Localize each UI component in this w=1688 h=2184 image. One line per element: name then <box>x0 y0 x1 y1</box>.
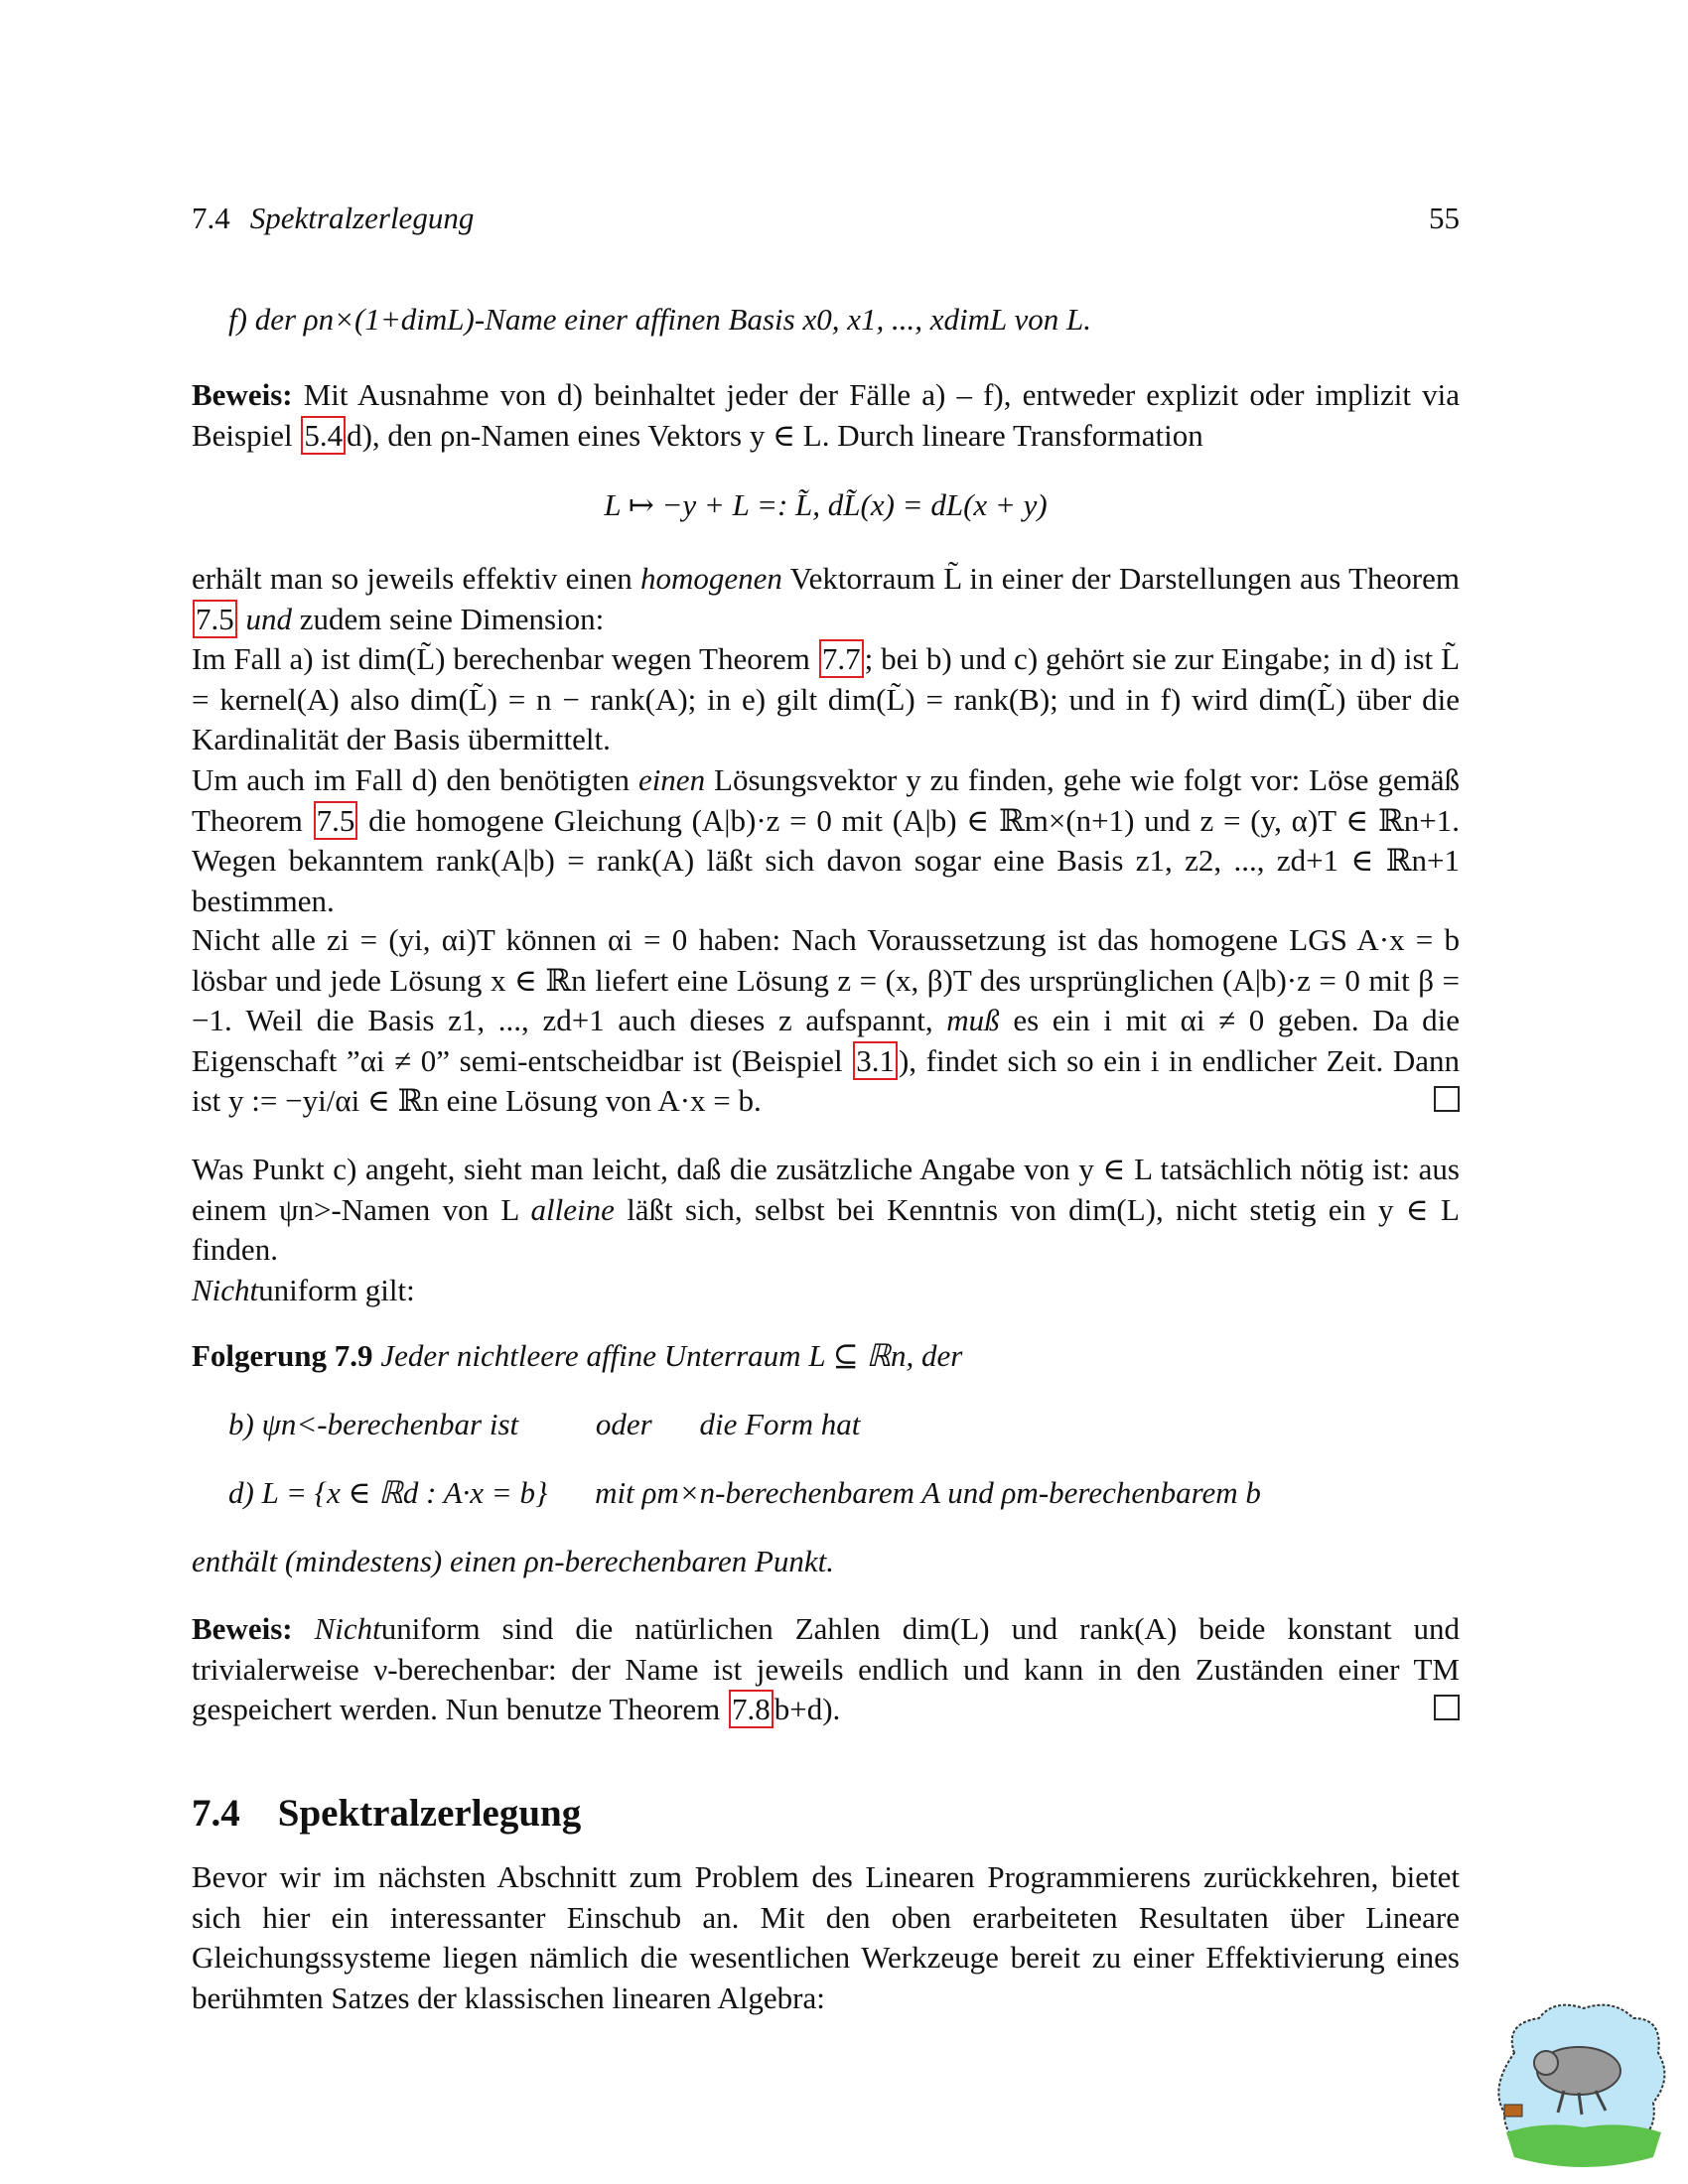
item-d-tail: mit ρm×n-berechenbarem A und ρm-berechenbarem b <box>595 1475 1261 1510</box>
header-section-title: Spektralzerlegung <box>249 201 475 235</box>
ref-theorem-7-5-b[interactable]: 7.5 <box>314 801 358 840</box>
proof-1-para-4 <box>192 760 1460 921</box>
ref-beispiel-3-1[interactable]: 3.1 <box>853 1041 898 1080</box>
ref-theorem-7-8[interactable]: 7.8 <box>729 1690 774 1728</box>
nicht-rest: uniform gilt: <box>258 1272 415 1307</box>
section-body: Bevor wir im nächsten Abschnitt zum Problem des Linearen Programmierens zurückkehren, bietet sich hier ein interessanter Einschub an. Mit den oben erarbeiteten Resultaten über Lineare Gleichungssysteme liegen nämlich die wesentlichen Werkzeuge bereit zu einer Effektivierung eines berühmten Satzes der klassischen linearen Algebra: <box>192 1859 1460 2015</box>
p3-text-b: ; bei b) und c) gehört sie zur Eingabe; in d) ist L̃ = kernel(A) also dim(L̃) = n − rank(A); in e) gilt dim(L̃) = rank(B); und in f) wird dim(L̃) über die Kardinalität der Basis übermittelt. <box>192 641 1460 756</box>
para-c <box>192 1150 1460 1310</box>
item-b-text: ψn<-berechenbar ist <box>261 1407 519 1441</box>
p4-text-c: die homogene Gleichung (A|b)·z = 0 mit (A|b) ∈ ℝm×(n+1) und z = (y, α)T ∈ ℝn+1. Wegen bekanntem rank(A|b) = rank(A) läßt sich davon sogar eine Basis z1, z2, ..., zd+1 ∈ ℝn+1 bestimmen. <box>192 802 1461 918</box>
para-c-text-b: läßt sich, selbst bei Kenntnis von dim(L), nicht stetig ein y ∈ L finden. <box>192 1191 1460 1267</box>
proof-1-text: Mit Ausnahme von d) beinhaltet jeder der Fälle a) – f), entweder explizit oder implizit via Beispiel <box>192 377 1460 453</box>
header-section <box>192 201 474 236</box>
running-header <box>192 201 1460 236</box>
item-b-form: die Form hat <box>699 1407 861 1441</box>
corollary-heading <box>192 1336 1460 1377</box>
item-b-oder: oder <box>595 1407 652 1441</box>
para-c-text-a: Was Punkt c) angeht, sieht man leicht, daß die zusätzliche Angabe von y ∈ L tatsächlich nötig ist: aus einem ψn>-Namen von L <box>192 1152 1460 1227</box>
corollary-conclusion: enthält (mindestens) einen ρn-berechenbaren Punkt. <box>192 1544 835 1578</box>
item-f <box>192 300 1460 341</box>
nicht-emphasis: Nicht <box>192 1272 259 1307</box>
proof-1-para-5 <box>192 920 1460 1122</box>
qed-square-icon <box>1434 1695 1460 1720</box>
p5-text-c: ), findet sich so ein i in endlicher Zeit. Dann ist y := −yi/αi ∈ ℝn eine Lösung von A·x = b. <box>192 1042 1461 1118</box>
p4-text-b: Lösungsvektor y zu finden, gehe wie folgt vor: Löse gemäß Theorem <box>192 762 1461 838</box>
ref-beispiel-5-4[interactable]: 5.4 <box>301 416 346 455</box>
section-heading <box>192 1791 581 1836</box>
qed-box-2 <box>1434 1688 1460 1728</box>
p2-text-b: Vektorraum L̃ in einer der Darstellungen aus Theorem <box>789 561 1460 596</box>
p5-emphasis: muß <box>946 1003 1000 1037</box>
item-f-text: der ρn×(1+dimL)-Name einer affinen Basis x0, x1, ..., xdimL von L. <box>254 302 1091 337</box>
proof-2-text-a: uniform sind die natürlichen Zahlen dim(L) und rank(A) beide konstant und trivialerweise ν-berechenbar: der Name ist jeweils endlich und kann in den Zuständen einer TM gespeichert werden. Nun benutze Theorem <box>192 1611 1460 1726</box>
corollary-intro: Jeder nichtleere affine Unterraum L ⊆ ℝn, der <box>380 1338 963 1373</box>
proof-1-para-3 <box>192 639 1460 760</box>
equation-transform: L ↦ −y + L =: L̃, dL̃(x) = dL(x + y) <box>604 487 1048 522</box>
p2-emphasis: homogenen <box>640 561 782 596</box>
proof-1-text-b: d), den ρn-Namen eines Vektors y ∈ L. Durch lineare Transformation <box>347 417 1203 453</box>
proof-1-para-2 <box>192 559 1460 639</box>
corollary-label: Folgerung 7.9 <box>192 1338 373 1373</box>
corollary-item-d <box>192 1473 1460 1514</box>
section-title: Spektralzerlegung <box>277 1792 582 1835</box>
section-number: 7.4 <box>192 1792 240 1835</box>
item-f-label: f) <box>228 302 247 337</box>
proof-2-text-b: b+d). <box>774 1692 841 1726</box>
item-d-text: L = {x ∈ ℝd : A·x = b} <box>261 1475 548 1510</box>
proof-2 <box>192 1609 1460 1730</box>
sheep-mascot-icon <box>1484 1993 1673 2172</box>
p5-text-b: es ein i mit αi ≠ 0 geben. Da die Eigenschaft ”αi ≠ 0” semi-entscheidbar ist (Beispiel <box>192 1003 1460 1078</box>
para-c-emphasis: alleine <box>530 1191 615 1227</box>
p2-text-c: zudem seine Dimension: <box>299 601 605 636</box>
proof-label: Beweis: <box>192 377 293 412</box>
p5-text-a: Nicht alle zi = (yi, αi)T können αi = 0 haben: Nach Voraussetzung ist das homogene LGS A·x = b lösbar und jede Lösung x ∈ ℝn liefert eine Lösung z = (x, β)T des ursprünglichen (A|b)·z = 0 mit β = −1. Weil die Basis z1, ..., zd+1 auch dieses z aufspannt, <box>192 922 1460 1037</box>
p3-text-a: Im Fall a) ist dim(L̃) berechenbar wegen Theorem <box>192 641 810 676</box>
page-number: 55 <box>1429 201 1460 235</box>
qed-square-icon <box>1434 1086 1460 1112</box>
p4-text-a: Um auch im Fall d) den benötigten <box>192 762 630 797</box>
proof-1-para-1 <box>192 375 1460 456</box>
item-b-label: b) <box>228 1407 254 1441</box>
item-d-label: d) <box>228 1475 254 1510</box>
proof-2-emphasis: Nicht <box>314 1611 381 1646</box>
ref-theorem-7-5[interactable]: 7.5 <box>193 600 237 638</box>
proof-2-label: Beweis: <box>192 1611 293 1646</box>
p2-text-a: erhält man so jeweils effektiv einen <box>192 561 633 596</box>
p2-und: und <box>245 601 292 636</box>
corollary-item-b <box>192 1405 1460 1445</box>
header-section-number: 7.4 <box>192 201 230 235</box>
ref-theorem-7-7[interactable]: 7.7 <box>819 639 864 678</box>
qed-box-1 <box>1434 1079 1460 1120</box>
p4-emphasis: einen <box>637 762 706 797</box>
